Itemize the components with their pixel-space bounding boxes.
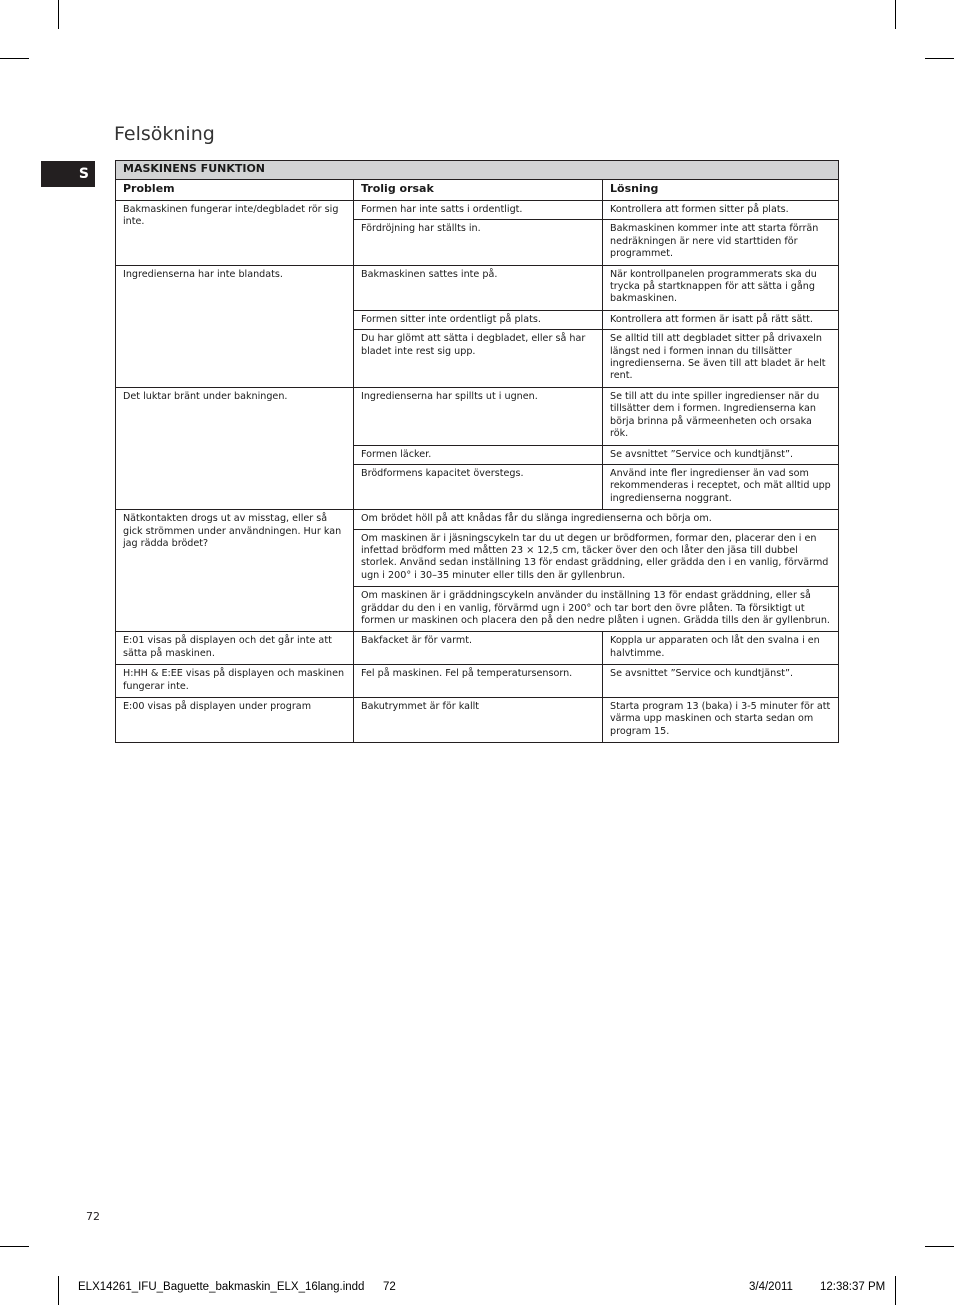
- cause-cell: Fördröjning har ställts in.: [354, 220, 603, 265]
- page-title: Felsökning: [114, 122, 215, 145]
- table-row: [116, 665, 839, 698]
- solution-cell: Se avsnittet ”Service och kundtjänst”.: [603, 445, 839, 464]
- cause-cell: Fel på maskinen. Fel på temperatursensorn.: [354, 665, 603, 698]
- problem-cell: Det luktar bränt under bakningen.: [116, 387, 354, 509]
- crop-mark: [0, 58, 29, 59]
- crop-mark: [895, 1276, 896, 1305]
- crop-mark: [58, 0, 59, 29]
- crop-mark: [925, 1246, 954, 1247]
- problem-cell: Bakmaskinen fungerar inte/degbladet rör sig inte.: [116, 201, 354, 266]
- cause-cell: Formen har inte satts i ordentligt.: [354, 201, 603, 220]
- crop-mark: [58, 1276, 59, 1305]
- solution-cell: Kontrollera att formen sitter på plats.: [603, 201, 839, 220]
- problem-cell: E:01 visas på displayen och det går inte att sätta på maskinen.: [116, 632, 354, 665]
- cause-cell: Du har glömt att sätta i degbladet, eller så har bladet inte rest sig upp.: [354, 330, 603, 388]
- problem-cell: Nätkontakten drogs ut av misstag, eller så gick strömmen under användningen. Hur kan jag rädda brödet?: [116, 510, 354, 632]
- page-number: 72: [86, 1210, 100, 1223]
- problem-cell: H:HH & E:EE visas på displayen och maskinen fungerar inte.: [116, 665, 354, 698]
- cause-cell: Bakmaskinen sattes inte på.: [354, 265, 603, 310]
- merged-cell: Om brödet höll på att knådas får du slänga ingredienserna och börja om.: [354, 510, 839, 529]
- solution-cell: Bakmaskinen kommer inte att starta förrän nedräkningen är nere vid starttiden för programmet.: [603, 220, 839, 265]
- crop-mark: [895, 0, 896, 29]
- solution-cell: Starta program 13 (baka) i 3-5 minuter för att värma upp maskinen och starta sedan om program 15.: [603, 698, 839, 743]
- cause-cell: Brödformens kapacitet överstegs.: [354, 464, 603, 509]
- crop-mark: [925, 58, 954, 59]
- cause-cell: Bakutrymmet är för kallt: [354, 698, 603, 743]
- cause-cell: Ingredienserna har spillts ut i ugnen.: [354, 387, 603, 445]
- column-header-problem: Problem: [116, 180, 354, 201]
- table-row: [116, 387, 839, 445]
- cause-cell: Bakfacket är för varmt.: [354, 632, 603, 665]
- troubleshooting-table: [115, 160, 839, 743]
- solution-cell: Kontrollera att formen är isatt på rätt sätt.: [603, 310, 839, 329]
- slug-page: 72: [383, 1281, 396, 1293]
- solution-cell: Se till att du inte spiller ingredienser när du tillsätter dem i formen. Ingredienserna kan börja brinna på värmeenheten och orsaka rök.: [603, 387, 839, 445]
- merged-cell: Om maskinen är i gräddningscykeln använder du inställning 13 för endast gräddning, eller så gräddar du den i en vanlig, förvärmd ugn i 200° och tar bort den övre plåten. Ta försiktigt ut formen ur maskinen och placera den på den nedre plåten i ugnen. Grädda tills den är gyllenbrun.: [354, 587, 839, 632]
- solution-cell: Se alltid till att degbladet sitter på drivaxeln längst ned i formen innan du tillsätter ingredienserna. Se även till att bladet är helt rent.: [603, 330, 839, 388]
- solution-cell: När kontrollpanelen programmerats ska du trycka på startknappen för att sätta i gång bakmaskinen.: [603, 265, 839, 310]
- column-header-cause: Trolig orsak: [354, 180, 603, 201]
- column-header-solution: Lösning: [603, 180, 839, 201]
- solution-cell: Koppla ur apparaten och låt den svalna i en halvtimme.: [603, 632, 839, 665]
- language-tab: S: [41, 161, 95, 187]
- table-row: [116, 265, 839, 310]
- problem-cell: Ingredienserna har inte blandats.: [116, 265, 354, 387]
- slug-date: 3/4/2011: [749, 1281, 793, 1293]
- slug-time: 12:38:37 PM: [820, 1281, 886, 1293]
- table-row: [116, 201, 839, 220]
- problem-cell: E:00 visas på displayen under program: [116, 698, 354, 743]
- cause-cell: Formen läcker.: [354, 445, 603, 464]
- slug-filename: ELX14261_IFU_Baguette_bakmaskin_ELX_16lang.indd: [78, 1281, 365, 1293]
- section-heading: MASKINENS FUNKTION: [116, 161, 839, 180]
- solution-cell: Se avsnittet ”Service och kundtjänst”.: [603, 665, 839, 698]
- table-row: [116, 510, 839, 529]
- cause-cell: Formen sitter inte ordentligt på plats.: [354, 310, 603, 329]
- merged-cell: Om maskinen är i jäsningscykeln tar du ut degen ur brödformen, formar den, placerar den i en infettad brödform med måtten 23 × 12,5 cm, täcker över den och låter den jäsa till dubbel storlek. Använd sedan inställning 13 för endast gräddning, eller grädda den i en vanlig, förvärmd ugn i 200° i 30–35 minuter eller tills den är gyllenbrun.: [354, 529, 839, 587]
- table-row: [116, 632, 839, 665]
- table-row: [116, 698, 839, 743]
- solution-cell: Använd inte fler ingredienser än vad som rekommenderas i receptet, och mät alltid upp ingredienserna noggrant.: [603, 464, 839, 509]
- crop-mark: [0, 1246, 29, 1247]
